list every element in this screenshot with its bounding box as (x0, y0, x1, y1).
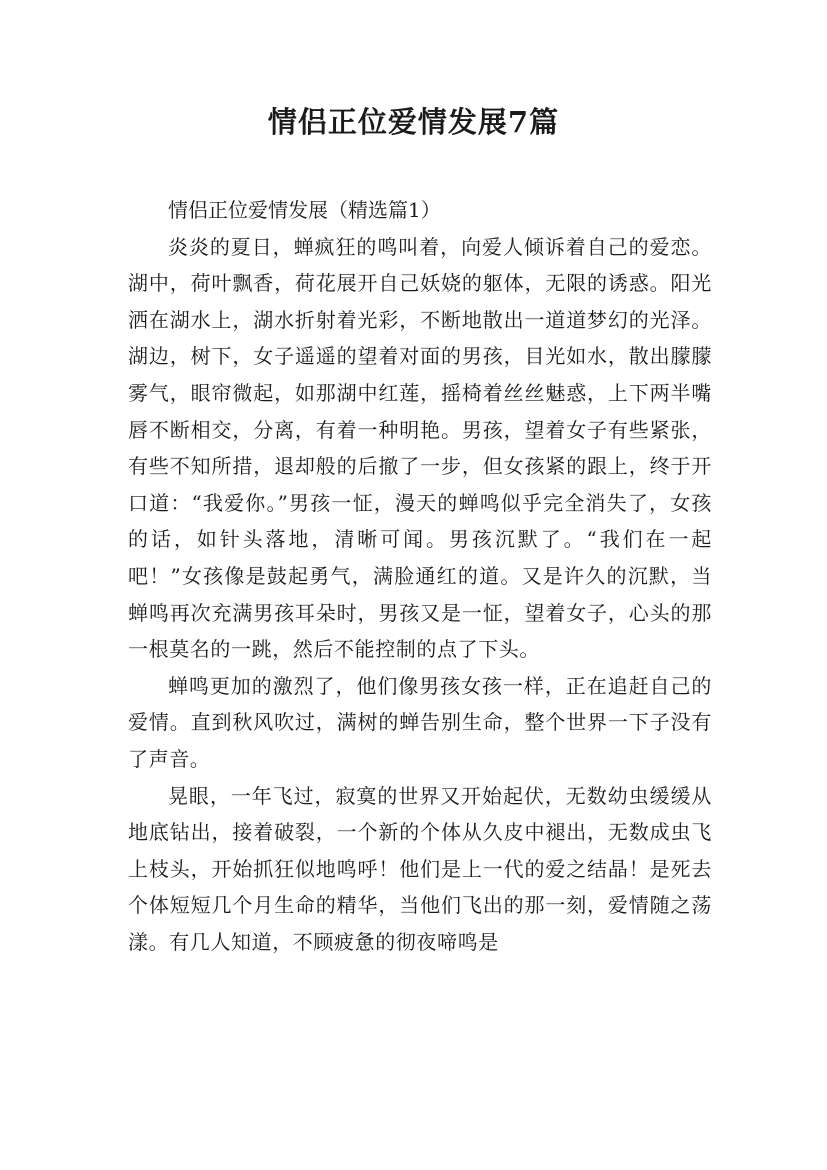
section-heading: 情侣正位爱情发展（精选篇1） (168, 198, 441, 222)
document-body (128, 192, 712, 960)
paragraph-1: 炎炎的夏日，蝉疯狂的鸣叫着，向爱人倾诉着自己的爱恋。湖中，荷叶飘香，荷花展开自己妖娆的躯体，无限的诱惑。阳光洒在湖水上，湖水折射着光彩，不断地散出一道道梦幻的光泽。湖边，树下，女子遥遥的望着对面的男孩，目光如水，散出朦朦雾气，眼帘微起，如那湖中红莲，摇椅着丝丝魅惑，上下两半嘴唇不断相交，分离，有着一种明艳。男孩，望着女子有些紧张，有些不知所措，退却般的后撤了一步，但女孩紧的跟上，终于开口道：“我爱你。”男孩一怔，漫天的蝉鸣似乎完全消失了，女孩的话，如针头落地，清晰可闻。男孩沉默了。“我们在一起吧！”女孩像是鼓起勇气，满脸通红的道。又是许久的沉默，当蝉鸣再次充满男孩耳朵时，男孩又是一怔，望着女子，心头的那一根莫名的一跳，然后不能控制的点了下头。 (128, 234, 712, 662)
paragraph-2: 蝉鸣更加的激烈了，他们像男孩女孩一样，正在追赶自己的爱情。直到秋风吹过，满树的蝉告别生命，整个世界一下子没有了声音。 (128, 673, 712, 771)
paragraph-3: 晃眼，一年飞过，寂寞的世界又开始起伏，无数幼虫缓缓从地底钻出，接着破裂，一个新的个体从久皮中褪出，无数成虫飞上枝头，开始抓狂似地鸣呼！他们是上一代的爱之结晶！是死去个体短短几个月生命的精华，当他们飞出的那一刻，爱情随之荡漾。有几人知道，不顾疲惫的彻夜啼鸣是 (128, 783, 712, 954)
document-title: 情侣正位爱情发展7篇 (267, 105, 560, 139)
